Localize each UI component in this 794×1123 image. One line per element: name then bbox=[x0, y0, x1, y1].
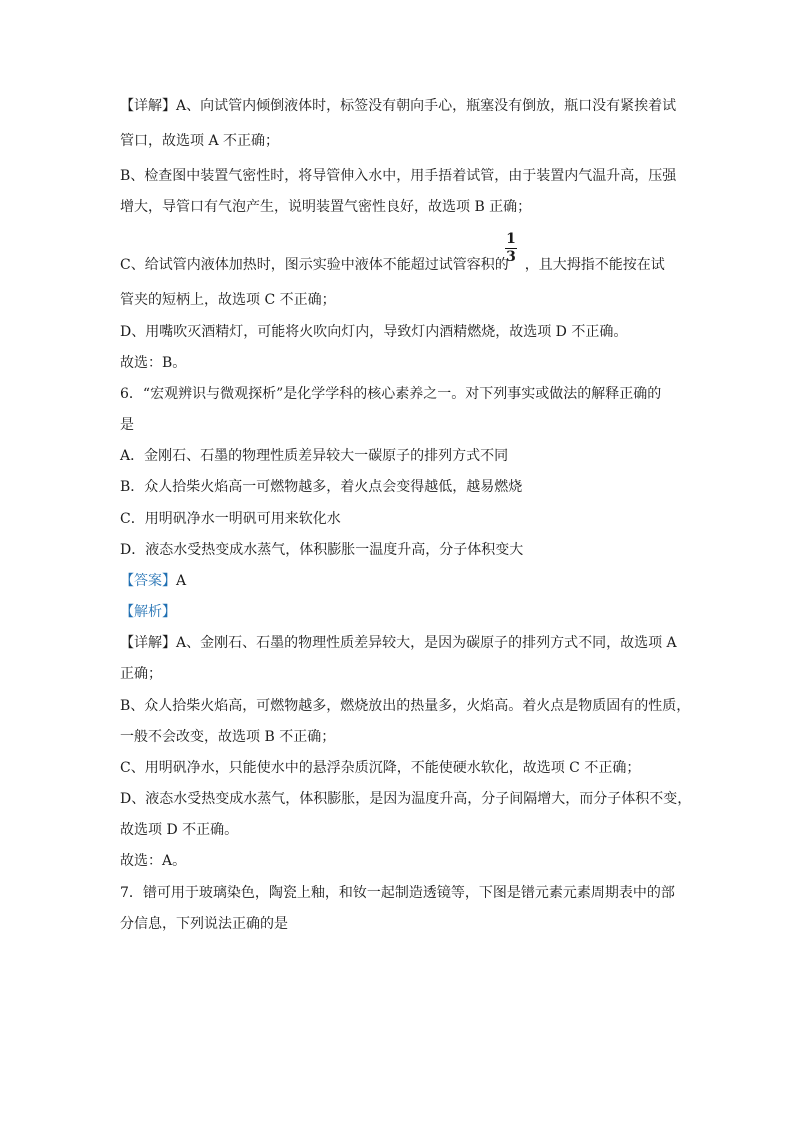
option-a: A．金刚石、石墨的物理性质差异较大一碳原子的排列方式不同 bbox=[120, 448, 509, 464]
option-b: B．众人拾柴火焰高一可燃物越多，着火点会变得越低，越易燃烧 bbox=[120, 479, 523, 495]
detail-tag: 【详解】 bbox=[120, 635, 176, 651]
question-6-stem: 6．“宏观辨识与微观探析”是化学学科的核心素养之一。对下列事实或做法的解释正确的 bbox=[120, 386, 662, 402]
answer-tag: 【答案】 bbox=[120, 573, 176, 589]
text-line: C、给试管内液体加热时，图示实验中液体不能超过试管容积的 ，且大拇指不能按在试 bbox=[120, 257, 665, 273]
text-line: B、众人拾柴火焰高，可燃物越多，燃烧放出的热量多，火焰高。着火点是物质固有的性质， bbox=[120, 698, 691, 714]
fraction-numerator: 1 bbox=[506, 231, 516, 247]
text-line: 故选：B。 bbox=[120, 355, 187, 371]
text-line: D、用嘴吹灭酒精灯，可能将火吹向灯内，导致灯内酒精燃烧，故选项 D 不正确。 bbox=[120, 324, 628, 340]
text-line: 增大，导管口有气泡产生，说明装置气密性良好，故选项 B 正确； bbox=[120, 199, 532, 215]
answer-value: A bbox=[176, 573, 187, 589]
text-line: 【详解】A、向试管内倾倒液体时，标签没有朝向手心，瓶塞没有倒放，瓶口没有紧挨着试 bbox=[120, 98, 677, 114]
detail-tag: 【详解】 bbox=[120, 98, 176, 114]
text-line: 故选项 D 不正确。 bbox=[120, 822, 239, 838]
text-line: 是 bbox=[120, 417, 134, 433]
analysis-tag: 【解析】 bbox=[120, 604, 176, 620]
option-c: C．用明矾净水一明矾可用来软化水 bbox=[120, 511, 341, 527]
text-line: 正确； bbox=[120, 666, 162, 682]
text-line: C、用明矾净水，只能使水中的悬浮杂质沉降，不能使硬水软化，故选项 C 不正确； bbox=[120, 760, 641, 776]
text-line: D、液态水受热变成水蒸气，体积膨胀，是因为温度升高，分子间隔增大，而分子体积不变， bbox=[120, 791, 692, 807]
fraction-denominator: 3 bbox=[506, 249, 516, 265]
question-7-stem: 7．镨可用于玻璃染色，陶瓷上釉，和钕一起制造透镜等，下图是镨元素元素周期表中的部 bbox=[120, 885, 675, 901]
answer-line bbox=[120, 571, 186, 591]
text-line: 【详解】A、金刚石、石墨的物理性质差异较大，是因为碳原子的排列方式不同，故选项 A bbox=[120, 635, 677, 651]
option-d: D．液态水受热变成水蒸气，体积膨胀一温度升高，分子体积变大 bbox=[120, 542, 524, 558]
fraction-one-third bbox=[505, 232, 517, 264]
analysis-line bbox=[120, 602, 176, 622]
text-line: B、检查图中装置气密性时，将导管伸入水中，用手捂着试管，由于装置内气温升高，压强 bbox=[120, 168, 677, 184]
text-line: 管夹的短柄上，故选项 C 不正确； bbox=[120, 292, 336, 308]
text-line: 一般不会改变，故选项 B 不正确； bbox=[120, 729, 336, 745]
text-line: 管口，故选项 A 不正确； bbox=[120, 133, 280, 149]
text-line: 故选：A。 bbox=[120, 853, 187, 869]
text-line: 分信息，下列说法正确的是 bbox=[120, 916, 288, 932]
